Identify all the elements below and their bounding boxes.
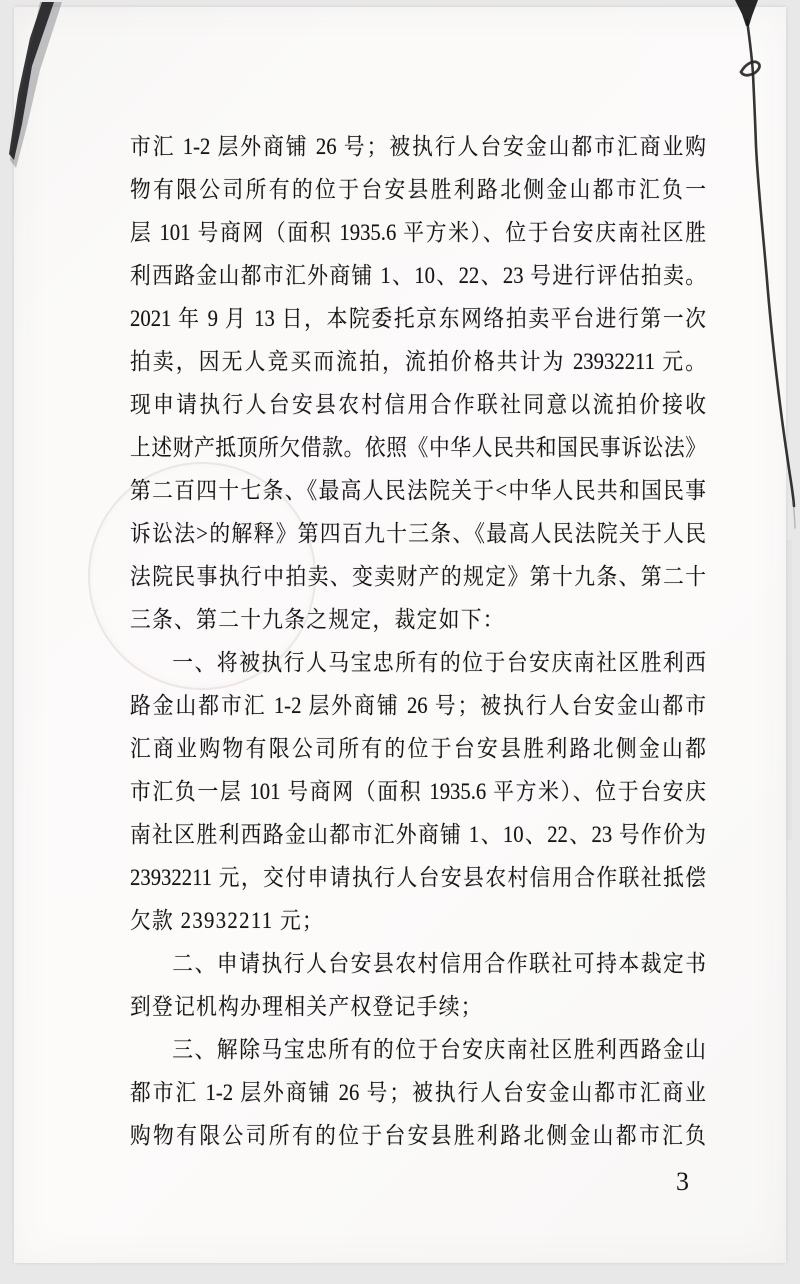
scan-smear-right (786, 540, 792, 840)
text-line: 物有限公司所有的位于台安县胜利路北侧金山都市汇负一 (130, 177, 706, 202)
text-line: 到登记机构办理相关产权登记手续； (130, 994, 483, 1019)
text-line-item-3: 三、解除马宝忠所有的位于台安庆南社区胜利西路金山 (172, 1037, 707, 1062)
text-line: 购物有限公司所有的位于台安县胜利路北侧金山都市汇负 (130, 1123, 706, 1148)
text-line: 法院民事执行中拍卖、变卖财产的规定》第十九条、第二十 (130, 564, 706, 589)
text-line: 市汇负一层 101 号商网（面积 1935.6 平方米）、位于台安庆 (130, 779, 706, 804)
text-line-item-2: 二、申请执行人台安县农村信用合作联社可持本裁定书 (172, 951, 707, 976)
text-line-item-1: 一、将被执行人马宝忠所有的位于台安庆南社区胜利西 (172, 650, 707, 675)
page-number: 3 (676, 1167, 689, 1196)
text-line: 利西路金山都市汇外商铺 1、10、22、23 号进行评估拍卖。 (130, 263, 706, 288)
text-line: 23932211 元，交付申请执行人台安县农村信用合作联社抵偿 (130, 865, 706, 890)
text-line: 层 101 号商网（面积 1935.6 平方米）、位于台安庆南社区胜 (130, 220, 706, 245)
text-line: 诉讼法>的解释》第四百九十三条、《最高人民法院关于人民 (130, 521, 706, 546)
text-line: 南社区胜利西路金山都市汇外商铺 1、10、22、23 号作价为 (130, 822, 706, 847)
document-text (130, 125, 706, 1157)
text-line: 路金山都市汇 1-2 层外商铺 26 号；被执行人台安金山都市 (130, 693, 706, 718)
text-line: 拍卖，因无人竞买而流拍，流拍价格共计为 23932211 元。 (130, 349, 706, 374)
text-line: 欠款 23932211 元； (130, 908, 325, 933)
scan-line-right-fade (793, 500, 795, 528)
paper (14, 7, 786, 1263)
text-line: 三条、第二十九条之规定，裁定如下： (130, 607, 505, 632)
text-line: 都市汇 1-2 层外商铺 26 号；被执行人台安金山都市汇商业 (130, 1080, 706, 1105)
text-line: 市汇 1-2 层外商铺 26 号；被执行人台安金山都市汇商业购 (130, 134, 706, 159)
text-line: 第二百四十七条、《最高人民法院关于<中华人民共和国民事 (130, 478, 706, 503)
text-line: 现申请执行人台安县农村信用合作联社同意以流拍价接收 (130, 392, 706, 417)
text-line: 上述财产抵顶所欠借款。依照《中华人民共和国民事诉讼法》 (130, 435, 706, 460)
text-line: 2021 年 9 月 13 日，本院委托京东网络拍卖平台进行第一次 (130, 306, 706, 331)
text-line: 汇商业购物有限公司所有的位于台安县胜利路北侧金山都 (130, 736, 706, 761)
